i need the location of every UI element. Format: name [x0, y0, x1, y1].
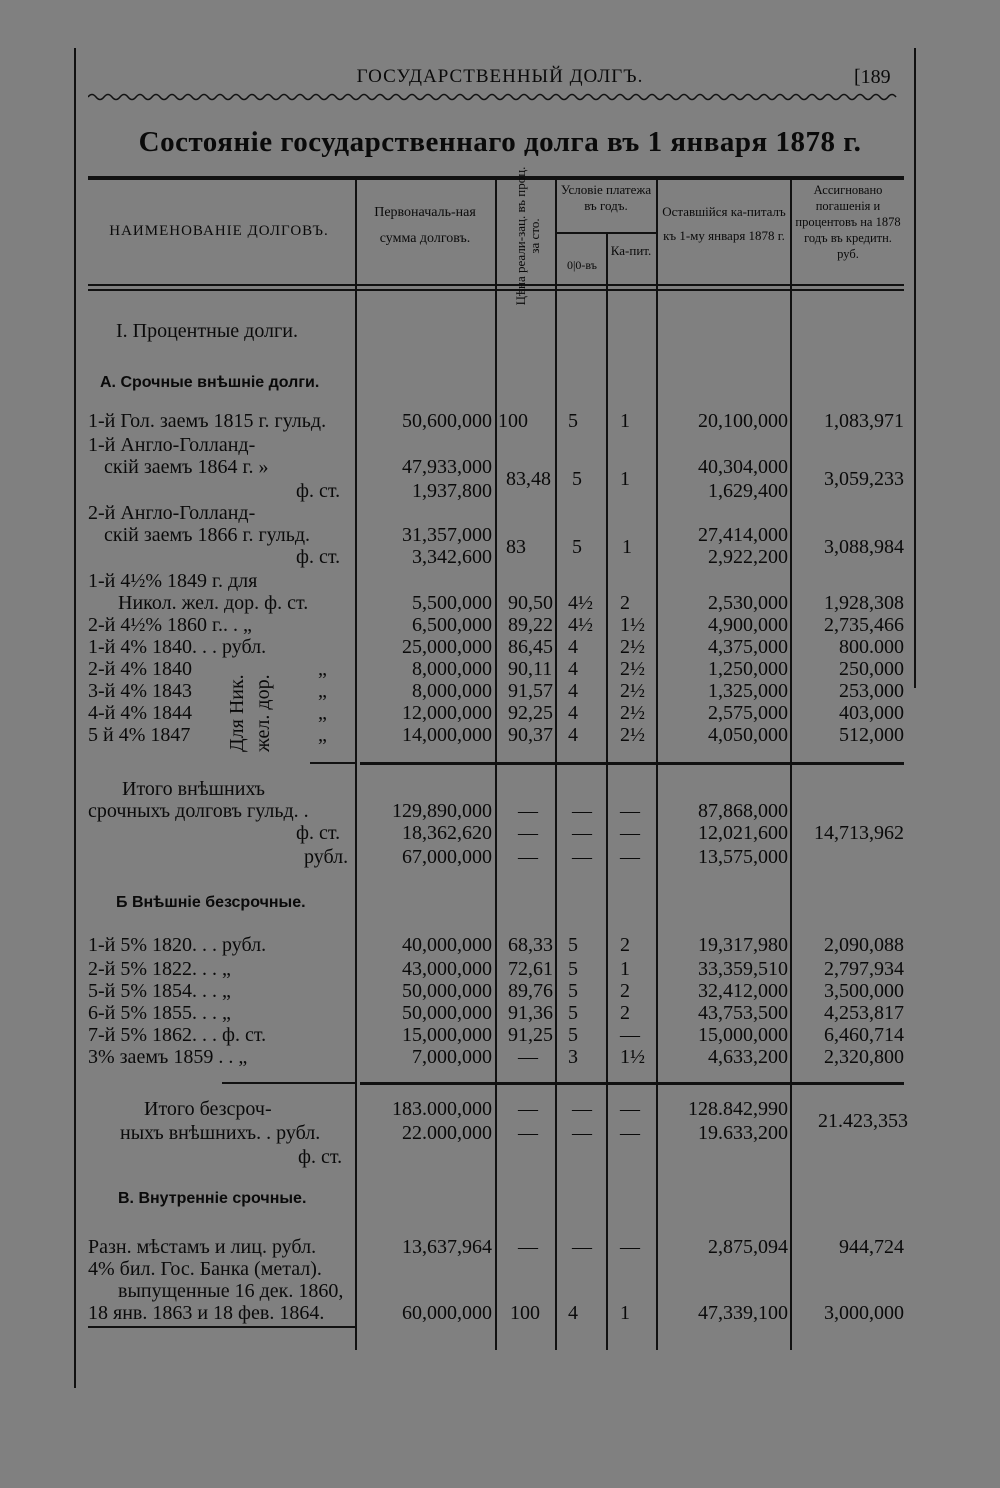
dash: — — [572, 846, 592, 868]
dash: — — [620, 800, 640, 822]
cell-remaining: 1,629,400 — [708, 480, 788, 502]
row-name: скій заемъ 1864 г. » — [104, 456, 269, 478]
cell-kap: 1 — [622, 536, 632, 558]
table-row: 1-й 4% 1840. . . рубл. 25,000,000 86,45 4 2½ 4,375,000 800.000 — [88, 636, 904, 658]
table-row: 3% заемъ 1859 . . „ 7,000,000 — 3 1½ 4,633,200 2,320,800 — [88, 1046, 904, 1068]
row-name: 1-й 4½% 1849 г. для — [88, 570, 258, 592]
table-row: 18 янв. 1863 и 18 фев. 1864. 60,000,000 100 4 1 47,339,100 3,000,000 — [88, 1302, 904, 1324]
row-name: скій заемъ 1866 г. гульд. — [104, 524, 311, 546]
rule — [222, 1082, 356, 1084]
header-pct: 0|0-въ — [567, 258, 597, 272]
row-name: 2-й Англо-Голланд- — [88, 502, 256, 524]
header-cond: Условіе платежа въ годъ. — [560, 182, 652, 213]
dash: — — [620, 1122, 640, 1144]
total-currency: ф. ст. — [298, 1146, 343, 1168]
table-row: 5 й 4% 1847 „ 14,000,000 90,37 4 2½ 4,050,000 512,000 — [88, 724, 904, 746]
col-rule — [790, 180, 792, 1350]
page-number: [189 — [854, 66, 891, 88]
total-orig: 129,890,000 — [392, 800, 492, 822]
row-name: выпущенные 16 дек. 1860, — [118, 1280, 344, 1302]
total-orig: 22.000,000 — [402, 1122, 492, 1144]
header-name: НАИМЕНОВАНІЕ ДОЛГОВЪ. — [109, 223, 329, 239]
rule — [88, 1326, 356, 1328]
cell-orig: 47,933,000 — [402, 456, 492, 478]
dash: — — [572, 822, 592, 844]
total-assigned: 14,713,962 — [814, 822, 904, 844]
dash: — — [572, 1122, 592, 1144]
total-remaining: 12,021,600 — [698, 822, 788, 844]
dash: — — [518, 1122, 538, 1144]
cell-remaining: 40,304,000 — [698, 456, 788, 478]
table-row: 5-й 5% 1854. . . „ 50,000,000 89,76 5 2 32,412,000 3,500,000 — [88, 980, 904, 1002]
cell-orig: 3,342,600 — [412, 546, 492, 568]
cell-price: 83 — [506, 536, 526, 558]
col-rule — [606, 232, 608, 1350]
total-label: срочныхъ долговъ гульд. . — [88, 800, 309, 822]
header-kap: Ка-пит. — [610, 243, 652, 258]
total-remaining: 13,575,000 — [698, 846, 788, 868]
cell-orig: 31,357,000 — [402, 524, 492, 546]
cell-assigned: 3,059,233 — [824, 468, 904, 490]
rule — [360, 1082, 904, 1085]
total-label: ныхъ внѣшнихъ. . рубл. — [120, 1122, 321, 1144]
total-remaining: 128.842,990 — [688, 1098, 788, 1120]
cell-remaining: 27,414,000 — [698, 524, 788, 546]
cell-orig: 1,937,800 — [412, 480, 492, 502]
dash: — — [572, 1098, 592, 1120]
header-price: Цѣна реали-зац. въ проц. за сто. — [513, 166, 542, 306]
subsection-heading: В. Внутренніе срочные. — [118, 1190, 307, 1207]
total-remaining: 19.633,200 — [698, 1122, 788, 1144]
row-currency: ф. ст. — [296, 546, 341, 568]
cell-assigned: 3,088,984 — [824, 536, 904, 558]
dash: — — [620, 846, 640, 868]
cell-kap: 1 — [620, 468, 630, 490]
total-orig: 183.000,000 — [392, 1098, 492, 1120]
table-row: Никол. жел. дор. ф. ст. 5,500,000 90,50 4½ 2 2,530,000 1,928,308 — [118, 592, 904, 614]
header-assigned: Ассигновано погашенія и процентовъ на 1878 годъ въ кредитн. руб. — [795, 183, 901, 261]
total-label: Итого внѣшнихъ — [122, 778, 266, 800]
col-rule — [555, 180, 557, 1350]
cell-pct: 5 — [572, 468, 582, 490]
dash: — — [572, 800, 592, 822]
section-heading: I. Процентные долги. — [116, 320, 298, 342]
table-row: 2-й 4½% 1860 г.. . „ 6,500,000 89,22 4½ 1½ 4,900,000 2,735,466 — [88, 614, 904, 636]
subsection-heading: А. Срочные внѣшніе долги. — [100, 374, 320, 391]
dash: — — [620, 1098, 640, 1120]
dash: — — [518, 800, 538, 822]
total-assigned: 21.423,353 — [818, 1110, 908, 1132]
table-row: 6-й 5% 1855. . . „ 50,000,000 91,36 5 2 43,753,500 4,253,817 — [88, 1002, 904, 1024]
total-orig: 18,362,620 — [402, 822, 492, 844]
table-row: Разн. мѣстамъ и лиц. рубл. 13,637,964 — — — 2,875,094 944,724 — [88, 1236, 904, 1258]
table-row: 3-й 4% 1843 „ 8,000,000 91,57 4 2½ 1,325,000 253,000 — [88, 680, 904, 702]
page-title: Состояніе государственнаго долга въ 1 января 1878 г. — [138, 126, 862, 158]
total-remaining: 87,868,000 — [698, 800, 788, 822]
header-remaining: Оставшійся ка-питалъ къ 1-му января 1878 г. — [662, 204, 786, 243]
table-row: 2-й 5% 1822. . . „ 43,000,000 72,61 5 1 33,359,510 2,797,934 — [88, 958, 904, 980]
cell-pct: 5 — [572, 536, 582, 558]
rule — [360, 762, 904, 765]
total-currency: ф. ст. — [296, 822, 341, 844]
table-row: 7-й 5% 1862. . . ф. ст. 15,000,000 91,25 5 — 15,000,000 6,460,714 — [88, 1024, 904, 1046]
table-row: 1-й 5% 1820. . . рубл. 40,000,000 68,33 5 2 19,317,980 2,090,088 — [88, 934, 904, 956]
cell-remaining: 2,922,200 — [708, 546, 788, 568]
dash: — — [518, 822, 538, 844]
col-rule — [355, 180, 357, 1350]
total-label: Итого безсроч- — [144, 1098, 272, 1120]
col-rule — [656, 180, 658, 1350]
total-orig: 67,000,000 — [402, 846, 492, 868]
dash: — — [518, 1098, 538, 1120]
table-row: 1-й Гол. заемъ 1815 г. гульд. 50,600,000 100 5 1 20,100,000 1,083,971 — [88, 410, 904, 432]
row-name: 4% бил. Гос. Банка (метал). — [88, 1258, 322, 1280]
cell-price: 83,48 — [506, 468, 551, 490]
rail-label: Для Ник. — [226, 674, 248, 752]
header-orig: Первоначаль-ная сумма долговъ. — [374, 205, 476, 246]
table-row: 2-й 4% 1840 „ 8,000,000 90,11 4 2½ 1,250,000 250,000 — [88, 658, 904, 680]
table-row: 4-й 4% 1844 „ 12,000,000 92,25 4 2½ 2,575,000 403,000 — [88, 702, 904, 724]
total-currency: рубл. — [304, 846, 349, 868]
subsection-heading: Б Внѣшніе безсрочные. — [116, 894, 306, 911]
rail-label: жел. дор. — [252, 674, 274, 752]
dash: — — [518, 846, 538, 868]
col-rule — [495, 180, 497, 1350]
dash: — — [620, 822, 640, 844]
row-name: 1-й Англо-Голланд- — [88, 434, 256, 456]
row-currency: ф. ст. — [296, 480, 341, 502]
rule — [310, 762, 356, 764]
decorative-rule — [88, 92, 900, 102]
running-head: ГОСУДАРСТВЕННЫЙ ДОЛГЪ. — [356, 66, 644, 87]
